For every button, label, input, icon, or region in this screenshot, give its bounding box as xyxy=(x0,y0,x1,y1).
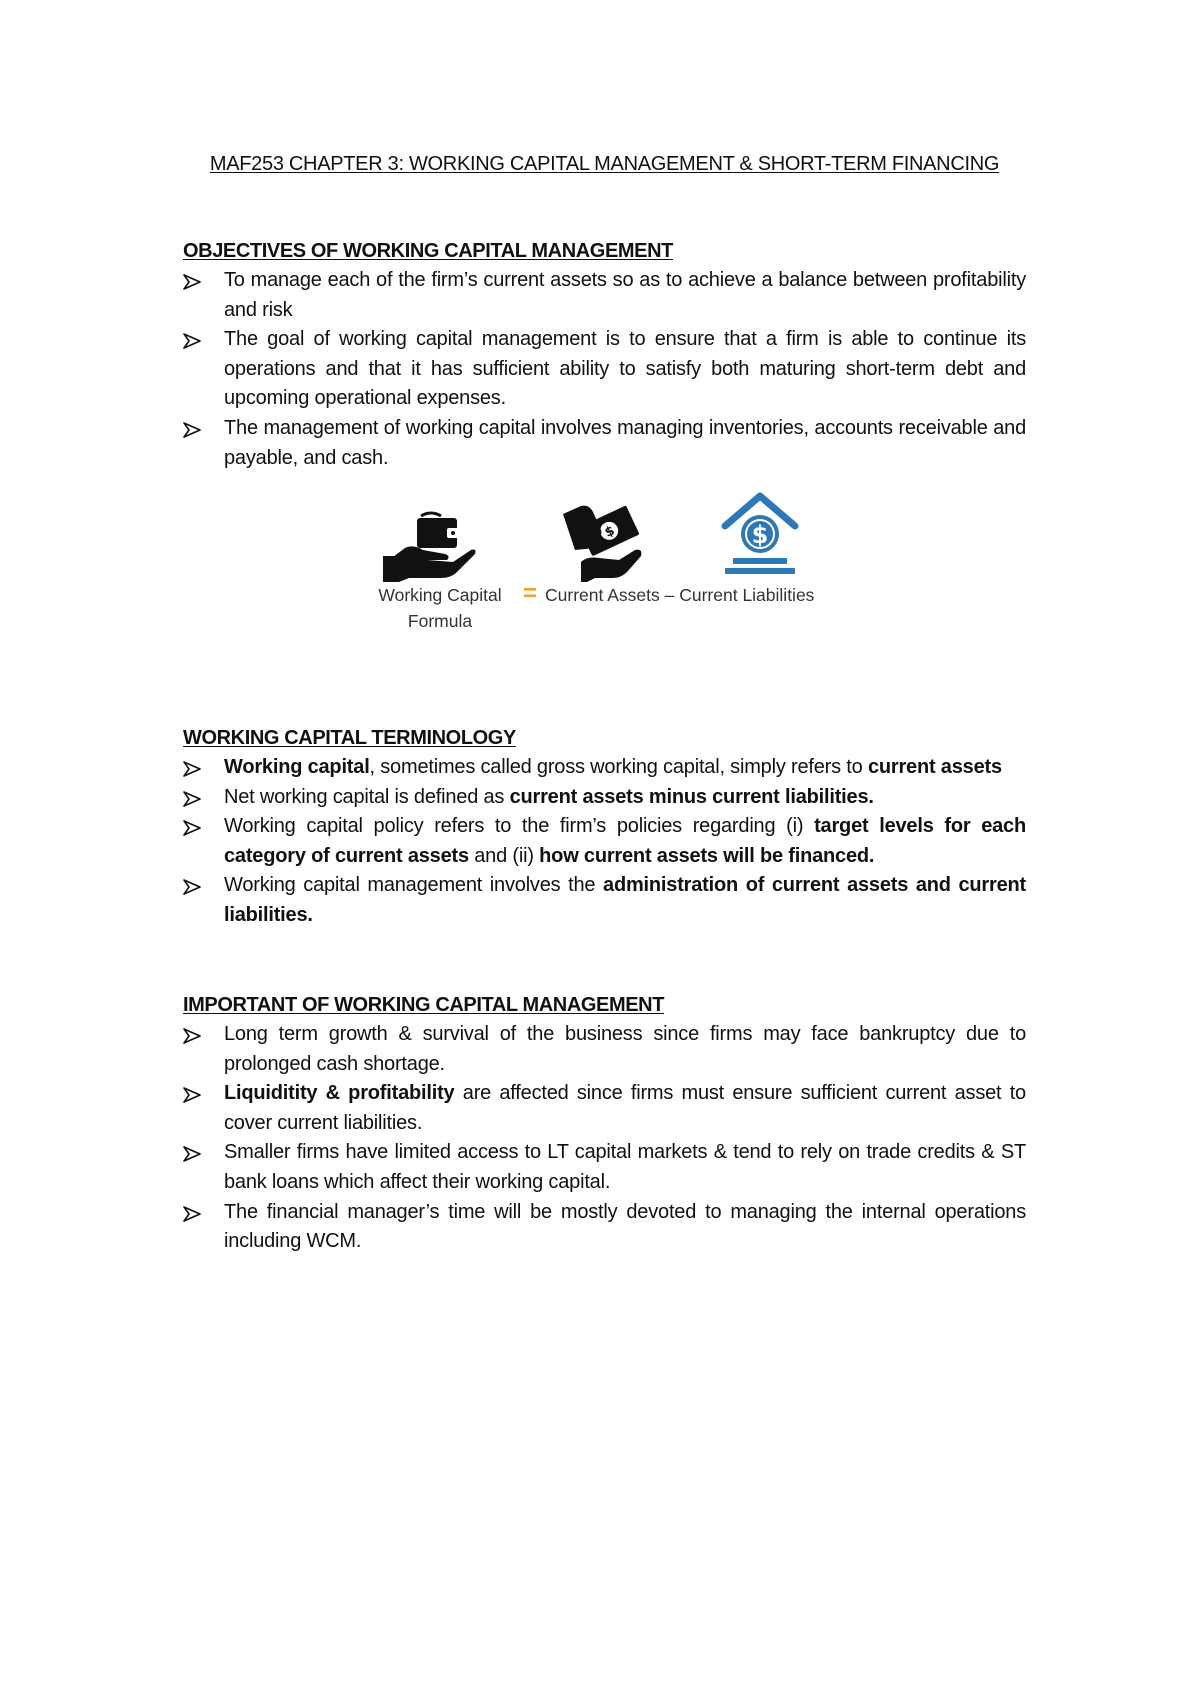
body-text: , sometimes called gross working capital, simply refers to xyxy=(369,756,868,778)
formula-left-label: Working Capital Formula xyxy=(378,585,502,631)
bullet-item xyxy=(183,1138,1026,1197)
importance-section xyxy=(183,990,1026,1257)
svg-text:$: $ xyxy=(751,521,769,549)
objectives-list xyxy=(183,266,1026,473)
bold-text: Working capital xyxy=(224,756,370,778)
bold-text: how current assets will be financed. xyxy=(539,844,875,867)
body-text: and (ii) xyxy=(468,844,540,867)
body-text: The financial manager’s time will be mostly devoted to managing the internal operations including WCM. xyxy=(224,1200,1026,1253)
importance-heading: IMPORTANT OF WORKING CAPITAL MANAGEMENT xyxy=(183,994,665,1016)
bullet-item xyxy=(183,266,1026,325)
terminology-heading: WORKING CAPITAL TERMINOLOGY xyxy=(183,727,516,749)
arrow-bullet-icon xyxy=(183,1087,201,1103)
objectives-heading: OBJECTIVES OF WORKING CAPITAL MANAGEMENT xyxy=(183,240,673,262)
arrow-bullet-icon xyxy=(183,1028,201,1044)
bank-dollar-icon xyxy=(717,490,803,576)
bold-text: administration of current assets and current liabilities. xyxy=(224,874,1026,926)
arrow-bullet-icon xyxy=(183,274,201,290)
bullet-item xyxy=(183,1198,1026,1257)
svg-text:$: $ xyxy=(602,523,618,541)
objectives-section xyxy=(183,236,1026,473)
bullet-item xyxy=(183,783,1026,813)
bold-text: current assets xyxy=(867,756,1002,778)
body-text: The goal of working capital management is to ensure that a firm is able to continue its operations and that it has sufficient ability to satisfy both maturing short-term debt and upcoming operational expenses. xyxy=(224,328,1026,410)
formula-right-label: Current Assets – Current Liabilities xyxy=(545,585,815,605)
arrow-bullet-icon xyxy=(183,761,201,777)
arrow-bullet-icon xyxy=(183,791,201,807)
arrow-bullet-icon xyxy=(183,333,201,349)
arrow-bullet-icon xyxy=(183,820,201,836)
document-title: MAF253 CHAPTER 3: WORKING CAPITAL MANAGEMENT & SHORT-TERM FINANCING xyxy=(209,153,1000,175)
cash-in-hand-icon xyxy=(561,500,647,582)
body-text: Working capital management involves the xyxy=(224,874,604,897)
bullet-item xyxy=(183,414,1026,473)
body-text: Net working capital is defined as xyxy=(224,785,510,808)
arrow-bullet-icon xyxy=(183,1146,201,1162)
body-text: To manage each of the firm’s current assets so as to achieve a balance between profitability and risk xyxy=(224,269,1026,321)
body-text: are affected since firms must ensure sufficient current asset to cover current liabilities. xyxy=(224,1082,1026,1134)
bold-text: Liquiditity & profitability xyxy=(224,1082,455,1105)
formula-equals-sign: = xyxy=(522,580,537,607)
body-text: Smaller firms have limited access to LT capital markets & tend to rely on trade credits & ST bank loans which affect their working capital. xyxy=(224,1141,1026,1193)
bullet-item xyxy=(183,325,1026,414)
bold-text: target levels for each category of current assets xyxy=(224,815,1026,867)
arrow-bullet-icon xyxy=(183,422,201,438)
bullet-item xyxy=(183,1079,1026,1138)
terminology-list xyxy=(183,753,1026,931)
bullet-item xyxy=(183,871,1026,930)
arrow-bullet-icon xyxy=(183,879,201,895)
working-capital-formula-figure xyxy=(365,490,845,630)
body-text: Long term growth & survival of the business since firms may face bankruptcy due to prolonged cash shortage. xyxy=(224,1023,1026,1075)
wallet-in-hand-icon xyxy=(383,510,477,582)
body-text: Working capital policy refers to the firm’s policies regarding (i) xyxy=(224,815,815,838)
body-text: The management of working capital involves managing inventories, accounts receivable and payable, and cash. xyxy=(224,416,1026,469)
arrow-bullet-icon xyxy=(183,1206,201,1222)
importance-list xyxy=(183,1020,1026,1257)
bullet-item xyxy=(183,812,1026,871)
bullet-item xyxy=(183,1020,1026,1079)
terminology-section xyxy=(183,723,1026,931)
bold-text: current assets minus current liabilities. xyxy=(509,785,874,808)
bullet-item xyxy=(183,753,1026,783)
